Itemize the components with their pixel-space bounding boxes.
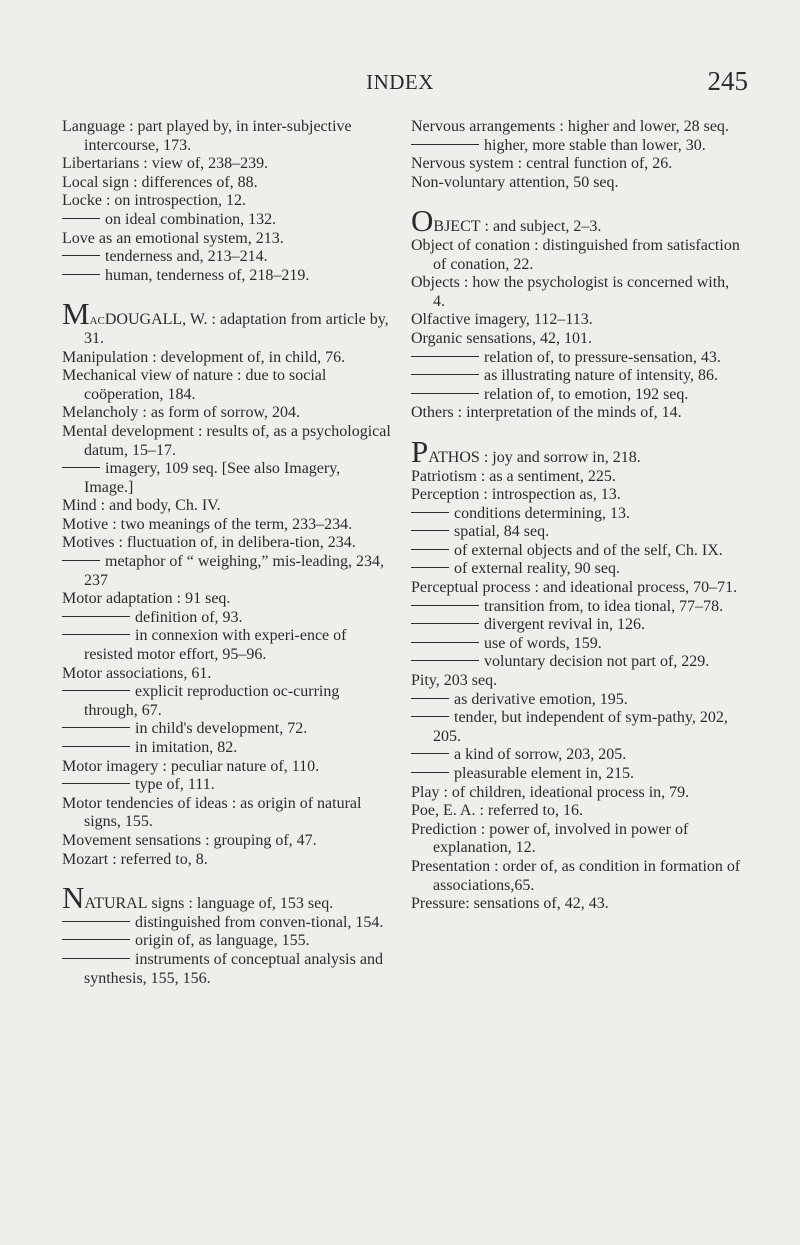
index-subentry [62,739,392,758]
entry-text: conditions determining, 13. [454,504,630,522]
repeat-dash [411,393,479,394]
index-entry [411,203,741,239]
entry-text: imagery, 109 seq. [See also Imagery, Image.] [84,460,341,496]
entry-text: as illustrating nature of intensity, 86. [484,367,719,385]
index-subentry [411,386,741,405]
repeat-dash [62,634,130,635]
running-head: INDEX [366,70,434,94]
index-subentry [62,609,392,628]
entry-text: Motor associations, 61. [62,664,212,682]
entry-text: Nervous arrangements : higher and lower, 28 seq. [411,118,729,135]
entry-text: metaphor of “ weighing,” mis-leading, 234, 237 [84,553,385,589]
entry-text: use of words, 159. [484,634,602,652]
repeat-dash [411,144,479,145]
repeat-dash [411,623,479,624]
entry-text: Presentation : order of, as condition in formation of associations,65. [411,857,741,894]
index-subentry [411,691,741,710]
entry-text: Pity, 203 seq. [411,672,498,690]
entry-text: higher, more stable than lower, 30. [484,136,706,154]
index-subentry [62,553,392,590]
headword-caps: ATURAL [84,895,148,913]
index-subentry [411,560,741,579]
headword-caps: BJECT [433,218,481,236]
index-entry [62,155,392,174]
entry-text: Mechanical view of nature : due to social coöperation, 184. [62,367,327,403]
entry-text: W. : adaptation from article by, 31. [84,311,389,347]
entry-text: Language : part played by, in inter-subjective intercourse, 173. [62,118,352,154]
entry-text: relation of, to emotion, 192 seq. [484,385,689,403]
entry-text: : joy and sorrow in, 218. [479,448,641,466]
entry-text: a kind of sorrow, 203, 205. [454,746,627,764]
entry-text: Motor adaptation : 91 seq. [62,590,231,608]
entry-text: Object of conation : distinguished from satisfaction of conation, 22. [411,236,740,273]
repeat-dash [411,605,479,606]
index-entry [62,832,392,851]
index-entry [62,880,392,916]
section-initial: M [62,296,90,332]
entry-text: Patriotism : as a sentiment, 225. [411,467,616,485]
entry-text: voluntary decision not part of, 229. [484,653,710,671]
index-subentry [62,951,392,988]
index-subentry [411,523,741,542]
entry-text: Mental development : results of, as a psychological datum, 15–17. [62,422,391,459]
repeat-dash [411,753,449,754]
index-subentry [62,460,392,497]
repeat-dash [411,374,479,375]
index-entry [411,579,741,598]
index-subentry [411,635,741,654]
repeat-dash [62,939,130,940]
index-entry [411,784,741,803]
entry-text: transition from, to idea tional, 77–78. [484,597,724,615]
entry-text: of external reality, 90 seq. [454,560,621,578]
entry-text: Mind : and body, Ch. IV. [62,497,221,515]
index-subentry [411,367,741,386]
index-subentry [411,746,741,765]
entry-text: divergent revival in, 126. [484,616,645,634]
repeat-dash [62,467,100,468]
index-entry [62,851,392,870]
repeat-dash [62,218,100,219]
index-entry [411,486,741,505]
entry-text: Motives : fluctuation of, in delibera-tion, 234. [62,534,356,552]
headword-caps: ATHOS [428,448,480,466]
repeat-dash [411,698,449,699]
index-subentry [411,598,741,617]
letter-section-gap [62,285,392,305]
entry-text: Motive : two meanings of the term, 233–234. [62,515,353,533]
repeat-dash [62,274,100,275]
repeat-dash [62,255,100,256]
entry-text: Perception : introspection as, 13. [411,486,621,504]
index-entry [411,118,741,137]
index-subentry [411,616,741,635]
index-entry [62,192,392,211]
entry-text: Organic sensations, 42, 101. [411,329,593,347]
entry-text: type of, 111. [135,776,215,794]
index-subentry [411,765,741,784]
index-column-right [411,118,741,914]
index-entry [62,174,392,193]
index-subentry [411,505,741,524]
index-entry [411,672,741,691]
repeat-dash [411,549,449,550]
index-subentry [62,683,392,720]
entry-text: Objects : how the psychologist is concerned with, 4. [411,274,730,310]
repeat-dash [411,660,479,661]
repeat-dash [62,727,130,728]
entry-text: Motor imagery : peculiar nature of, 110. [62,757,320,775]
index-entry [411,311,741,330]
letter-section-gap [62,869,392,889]
index-entry [62,349,392,368]
index-entry [62,367,392,404]
repeat-dash [411,356,479,357]
index-entry [62,423,392,460]
entry-text: Others : interpretation of the minds of, 14. [411,404,682,422]
entry-text: Pressure: sensations of, 42, 43. [411,895,609,913]
entry-text: in child's development, 72. [135,720,308,738]
entry-text: origin of, as language, 155. [135,932,310,950]
index-subentry [411,709,741,746]
entry-text: tenderness and, 213–214. [105,248,268,266]
index-entry [411,821,741,858]
repeat-dash [62,958,130,959]
index-entry [411,468,741,487]
entry-text: Love as an emotional system, 213. [62,229,284,247]
repeat-dash [62,616,130,617]
entry-text: Mozart : referred to, 8. [62,850,208,868]
entry-text: Non-voluntary attention, 50 seq. [411,173,619,191]
index-entry [411,433,741,469]
index-entry [62,516,392,535]
entry-text: Poe, E. A. : referred to, 16. [411,802,583,820]
section-initial: O [411,203,434,239]
entry-text: definition of, 93. [135,608,243,626]
entry-text: instruments of conceptual analysis and synthesis, 155, 156. [84,950,383,987]
index-entry [62,795,392,832]
index-subentry [62,914,392,933]
index-entry [62,296,392,348]
repeat-dash [62,921,130,922]
entry-text: explicit reproduction oc-curring through, 67. [84,683,340,719]
entry-text: Local sign : differences of, 88. [62,173,258,191]
index-entry [411,155,741,174]
entry-text: distinguished from conven-tional, 154. [135,913,384,931]
repeat-dash [62,560,100,561]
index-subentry [62,720,392,739]
entry-text: human, tenderness of, 218–219. [105,266,310,284]
index-entry [62,665,392,684]
entry-text: tender, but independent of sym-pathy, 202, 205. [433,709,728,745]
entry-text: Manipulation : development of, in child, 76. [62,348,346,366]
repeat-dash [411,772,449,773]
index-entry [62,758,392,777]
index-entry [411,895,741,914]
index-entry [62,404,392,423]
index-entry [62,534,392,553]
repeat-dash [411,512,449,513]
index-subentry [62,267,392,286]
section-initial: N [62,880,85,916]
entry-text: on ideal combination, 132. [105,210,277,228]
entry-text: Play : of children, ideational process in, 79. [411,783,690,801]
index-subentry [411,542,741,561]
repeat-dash [62,690,130,691]
repeat-dash [411,642,479,643]
index-entry [411,802,741,821]
entry-text: Olfactive imagery, 112–113. [411,311,593,329]
repeat-dash [411,530,449,531]
index-subentry [62,248,392,267]
repeat-dash [62,783,130,784]
index-subentry [62,211,392,230]
index-entry [411,330,741,349]
index-entry [62,497,392,516]
index-subentry [411,137,741,156]
entry-text: spatial, 84 seq. [454,523,550,541]
index-entry [411,237,741,274]
entry-text: Movement sensations : grouping of, 47. [62,831,317,849]
entry-text: Locke : on introspection, 12. [62,192,246,210]
entry-text: signs : language of, 153 seq. [147,895,334,913]
page-number: 245 [707,66,748,96]
index-entry [62,590,392,609]
entry-text: pleasurable element in, 215. [454,765,634,782]
index-entry [411,174,741,193]
entry-text: of external objects and of the self, Ch. IX. [454,541,723,559]
index-subentry [62,776,392,795]
index-entry [62,230,392,249]
index-entry [411,404,741,423]
repeat-dash [411,716,449,717]
entry-text: Perceptual process : and ideational process, 70–71. [411,579,738,597]
index-column-left [62,118,392,988]
entry-text: Melancholy : as form of sorrow, 204. [62,404,301,422]
index-subentry [411,349,741,368]
entry-text: in imitation, 82. [135,739,238,756]
letter-section-gap [411,192,741,212]
repeat-dash [62,746,130,747]
section-initial: P [411,433,429,469]
index-subentry [62,627,392,664]
entry-text: : and subject, 2–3. [480,218,602,236]
index-entry [411,858,741,895]
entry-text: Libertarians : view of, 238–239. [62,155,269,173]
repeat-dash [411,567,449,568]
entry-text: Nervous system : central function of, 26. [411,155,673,173]
letter-section-gap [411,423,741,443]
index-subentry [411,653,741,672]
entry-text: Prediction : power of, involved in power of explanation, 12. [411,820,689,857]
entry-text: Motor tendencies of ideas : as origin of natural signs, 155. [62,794,362,831]
entry-text: as derivative emotion, 195. [454,690,628,708]
entry-text: in connexion with experi-ence of resisted motor effort, 95–96. [84,627,347,664]
entry-text: relation of, to pressure-sensation, 43. [484,348,721,366]
index-subentry [62,932,392,951]
index-entry [62,118,392,155]
index-entry [411,274,741,311]
headword-caps: acDOUGALL, [89,311,187,329]
